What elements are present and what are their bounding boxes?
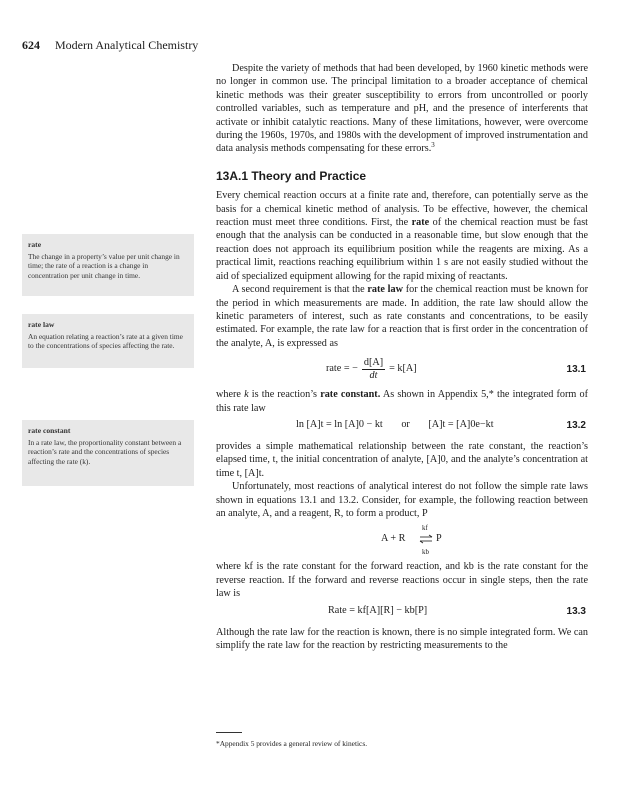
equation-number: 13.3 xyxy=(566,605,586,617)
equation-13-3 xyxy=(216,604,588,620)
margin-definition: The change in a property’s value per unit change in time; the rate of a reaction is a change in concentration per unit change in time. xyxy=(28,251,180,280)
equation-13-2: ln [A]t = ln [A]0 − kt or [A]t = [A]0e−kt 13.2 xyxy=(296,418,586,431)
margin-term: rate law xyxy=(28,320,55,329)
running-header xyxy=(22,38,198,53)
running-title: Modern Analytical Chemistry xyxy=(55,38,199,52)
margin-note-rate-constant xyxy=(22,420,194,486)
section-heading: 13A.1 Theory and Practice xyxy=(216,168,367,183)
product: P xyxy=(436,533,442,545)
equation-integrated-exp: [A]t = [A]0e−kt xyxy=(428,418,494,430)
paragraph-complex-reactions: Unfortunately, most reactions of analytical interest do not follow the simple rate laws shown in equations 13.1 and 13.2. Consider, for example, the following reaction between an analyte, A, and a reagent, R, to form a product, P xyxy=(216,481,588,519)
margin-note-rate-law xyxy=(22,314,194,368)
margin-note-rate xyxy=(22,234,194,296)
forward-rate-constant: kf xyxy=(422,524,428,533)
margin-term: rate xyxy=(28,240,42,249)
equation-13-1 xyxy=(216,354,588,384)
margin-definition: An equation relating a reaction’s rate at a given time to the concentrations of species affecting the rate. xyxy=(28,331,183,351)
reverse-rate-constant: kb xyxy=(422,548,429,557)
equation-integrated-log: ln [A]t = ln [A]0 − kt xyxy=(296,418,383,430)
page-number: 624 xyxy=(22,38,40,52)
equation-lhs: rate = − xyxy=(326,363,358,375)
footnote-rule xyxy=(216,732,242,733)
key-term-rate-law: rate law xyxy=(367,284,403,296)
paragraph-conditions: Every chemical reaction occurs at a finite rate and, therefore, can potentially serve as the basis for a chemical kinetic method of analysis. To be effective, however, the chemical reaction must meet three conditions. First, the rate of the chemical reaction must be fast enough that the analysis can be conducted in a reasonable time, but slow enough that the reaction does not approach its equilibrium position while the reagents are mixing. As a practical limit, reactions reaching equilibrium within 1 s are not easily studied without the aid of specialized equipment allowing for the rapid mixing of reactants. xyxy=(216,190,588,282)
derivative-fraction: $\frac{d[A]}{dt}$ xyxy=(363,356,384,381)
key-term-rate-constant: rate constant. xyxy=(320,389,381,401)
equation-rate: Rate = kf[A][R] − kb[P] xyxy=(328,604,428,616)
paragraph-rate-law: A second requirement is that the rate law for the chemical reaction must be known for the period in which measurements are made. In addition, the rate law should allow the kinetic parameters of interest, such as rate constants and concentrations, to be easily estimated. For example, the rate law for a reaction that is first order in the concentration of the analyte, A, is expressed as xyxy=(216,284,588,349)
equation-rhs: = k[A] xyxy=(389,363,417,375)
reference-marker: 3 xyxy=(431,141,435,150)
main-text-column xyxy=(216,62,588,652)
paragraph-simplify: Although the rate law for the reaction is known, there is no simple integrated form. We can simplify the rate law for the reaction by restricting measurements to the xyxy=(216,626,588,651)
equation-number: 13.2 xyxy=(566,419,586,431)
equation-number: 13.1 xyxy=(566,364,586,376)
paragraph-integrated-form: provides a simple mathematical relationship between the rate constant, the reaction’s elapsed time, t, the initial concentration of analyte, [A]0, and the analyte’s concentration at time t, [A]t. xyxy=(216,440,588,479)
reaction-equation xyxy=(216,522,588,556)
margin-definition: In a rate law, the proportionality constant between a reaction’s rate and the concentrations of species affecting the rate (k). xyxy=(28,437,182,466)
intro-paragraph: Despite the variety of methods that had been developed, by 1960 kinetic methods were no longer in common use. The principal limitation to a broader acceptance of chemical kinetic methods was their greater susceptibility to errors from uncontrolled or poorly controlled variables, such as temperature and pH, and the presence of interferents that activate or inhibit catalytic reactions. Many of these limitations, however, were overcome during the 1960s, 1970s, and 1980s with the development of improved instrumentation and data analysis methods compensating for these errors.$^3$ xyxy=(216,63,588,155)
paragraph-rate-constant: where k is the reaction’s rate constant. As shown in Appendix 5,* the integrated form of this rate law xyxy=(216,389,589,414)
key-term-rate: rate xyxy=(411,217,430,229)
margin-term: rate constant xyxy=(28,426,71,435)
reactants: A + R xyxy=(381,533,406,545)
footnote: *Appendix 5 provides a general review of kinetics. xyxy=(216,739,368,748)
paragraph-forward-reverse: where kf is the rate constant for the forward reaction, and kb is the rate constant for the reverse reaction. If the forward and reverse reactions occur in single steps, then the rate law is xyxy=(216,561,588,600)
